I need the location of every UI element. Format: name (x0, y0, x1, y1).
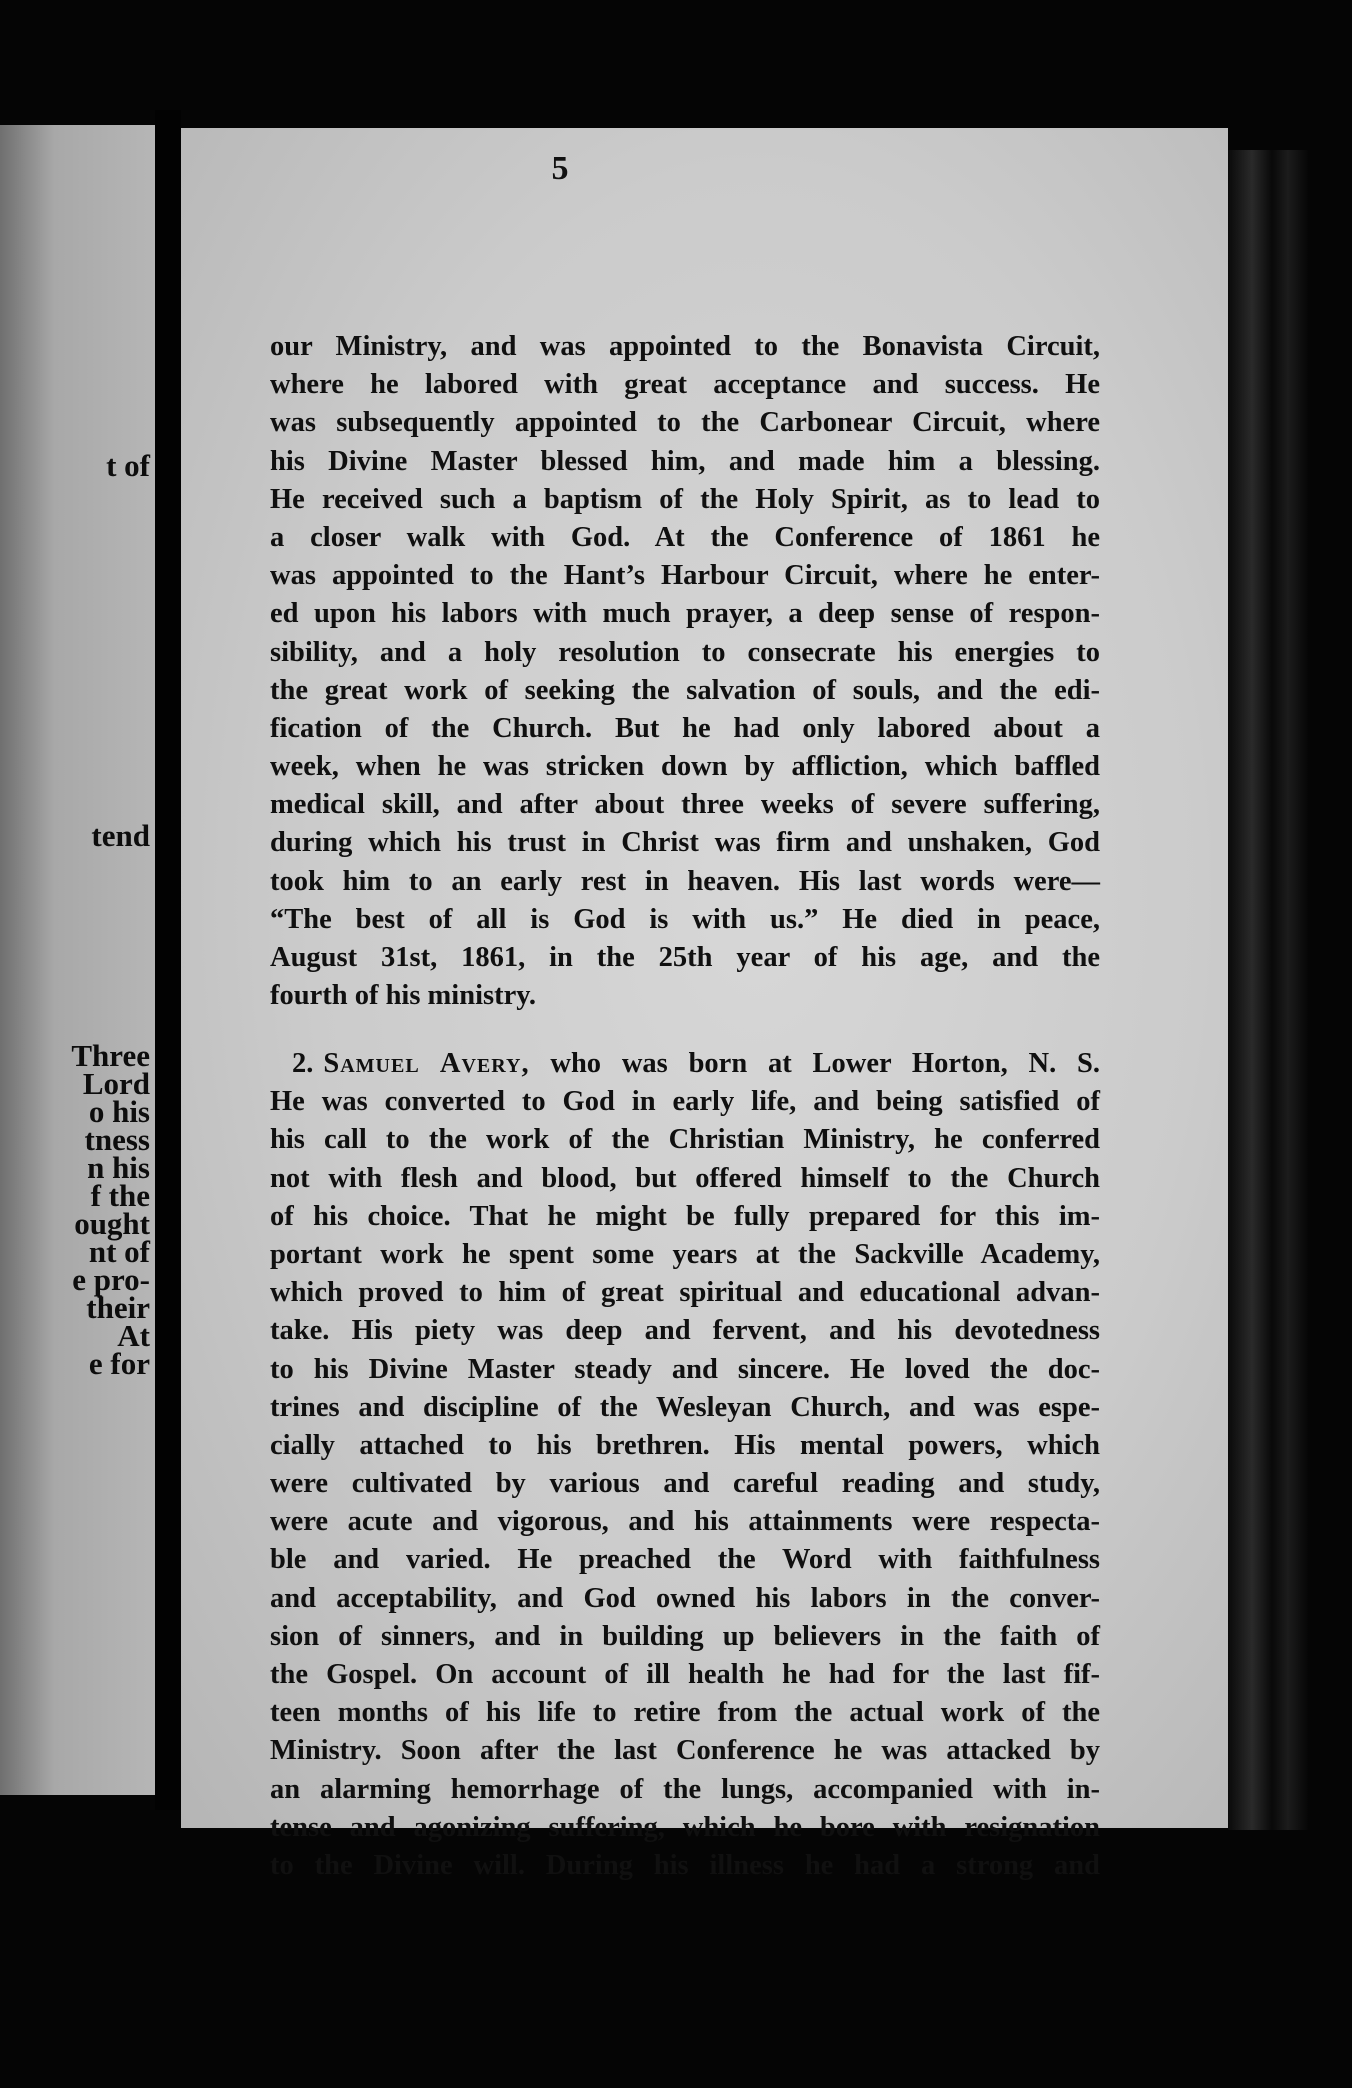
text-line: “The best of all is God is with us.” He died in peace, (270, 903, 1100, 935)
left-page-text-fragment: nt of (88, 1234, 150, 1269)
text-line: where he labored with great acceptance and success. He (270, 369, 1100, 401)
text-line: trines and discipline of the Wesleyan Church, and was espe- (270, 1391, 1100, 1423)
text-line (270, 1045, 1100, 1083)
text-line: He was converted to God in early life, and being satisfied of (270, 1086, 1100, 1118)
text-line: medical skill, and after about three weeks of severe suffering, (270, 789, 1100, 821)
text-line: took him to an early rest in heaven. His last words were— (270, 865, 1100, 897)
text-line: He received such a baptism of the Holy Spirit, as to lead to (270, 483, 1100, 515)
text-line: fication of the Church. But he had only labored about a (270, 712, 1100, 744)
book-gutter (155, 110, 181, 1810)
text-line: take. His piety was deep and fervent, and his devotedness (270, 1315, 1100, 1347)
text-line: teen months of his life to retire from the actual work of the (270, 1697, 1100, 1729)
text-line: ble and varied. He preached the Word with faithfulness (270, 1544, 1100, 1576)
text-line: a closer walk with God. At the Conference of 1861 he (270, 521, 1100, 553)
text-line: the great work of seeking the salvation of souls, and the edi- (270, 674, 1100, 706)
text-line: portant work he spent some years at the Sackville Academy, (270, 1238, 1100, 1270)
text-line: sibility, and a holy resolution to consecrate his energies to (270, 636, 1100, 668)
left-page-text-fragment: Lord (82, 1066, 150, 1101)
left-page-text-fragment: ought (74, 1206, 150, 1241)
text-line: which proved to him of great spiritual and educational advan- (270, 1277, 1100, 1309)
text-line: the Gospel. On account of ill health he had for the last fif- (270, 1659, 1100, 1690)
text-line: was appointed to the Hant’s Harbour Circuit, where he enter- (270, 560, 1100, 592)
text-line: not with flesh and blood, but offered himself to the Church (270, 1162, 1100, 1194)
text-line: his Divine Master blessed him, and made him a blessing. (270, 445, 1100, 477)
text-line: to his Divine Master steady and sincere. He loved the doc- (270, 1353, 1100, 1385)
minister-name: Samuel Avery, (323, 1048, 530, 1079)
text-line: sion of sinners, and in building up believers in the faith of (270, 1620, 1100, 1652)
left-page-text-fragment: o his (88, 1094, 150, 1129)
text-line: his call to the work of the Christian Ministry, he conferred (270, 1124, 1100, 1156)
text-line: tense and agonizing suffering, which he bore with resignation (270, 1811, 1100, 1843)
text-line: an alarming hemorrhage of the lungs, accompanied with in- (270, 1773, 1100, 1805)
text-line: during which his trust in Christ was firm and unshaken, God (270, 827, 1100, 859)
left-page-text-fragment: Three (71, 1038, 150, 1073)
text-line: our Ministry, and was appointed to the Bonavista Circuit, (270, 331, 1100, 362)
paragraph-2-lines (270, 1083, 1100, 1885)
left-page-text-fragment: e pro- (72, 1262, 150, 1297)
paragraph-1 (270, 328, 1100, 1015)
text-line: ed upon his labors with much prayer, a deep sense of respon- (270, 598, 1100, 630)
text-line: Ministry. Soon after the last Conference he was attacked by (270, 1735, 1100, 1767)
left-page-text-fragment: n his (87, 1150, 150, 1185)
left-page-text-fragment: At (117, 1318, 150, 1353)
text-line: August 31st, 1861, in the 25th year of his age, and the (270, 942, 1100, 973)
text-line: were acute and vigorous, and his attainments were respecta- (270, 1506, 1100, 1538)
paragraph-2 (270, 1045, 1100, 1885)
left-page-text-fragment: tend (91, 818, 150, 853)
left-page-edge (0, 125, 155, 1795)
text-line: were cultivated by various and careful reading and study, (270, 1468, 1100, 1500)
text-line: week, when he was stricken down by affliction, which baffled (270, 751, 1100, 783)
text-line: to the Divine will. During his illness he had a strong and (270, 1849, 1100, 1881)
left-page-text-fragment: t of (106, 448, 150, 483)
text-line: cially attached to his brethren. His mental powers, which (270, 1429, 1100, 1461)
left-page-text-fragment: tness (84, 1122, 150, 1157)
entry-number: 2. (292, 1048, 314, 1079)
text-line: fourth of his ministry. (270, 980, 537, 1012)
text-line: was subsequently appointed to the Carbonear Circuit, where (270, 407, 1100, 439)
text-line: and acceptability, and God owned his labors in the conver- (270, 1582, 1100, 1614)
left-page-text-fragment: e for (88, 1346, 150, 1381)
right-page-edge (1228, 150, 1308, 1830)
left-page-text-fragment: their (86, 1290, 150, 1325)
page-number: 5 (551, 150, 569, 187)
text-line: of his choice. That he might be fully prepared for this im- (270, 1200, 1100, 1232)
left-page-text-fragment: f the (90, 1178, 150, 1213)
first-line-text: who was born at Lower Horton, N. S. (550, 1048, 1100, 1079)
